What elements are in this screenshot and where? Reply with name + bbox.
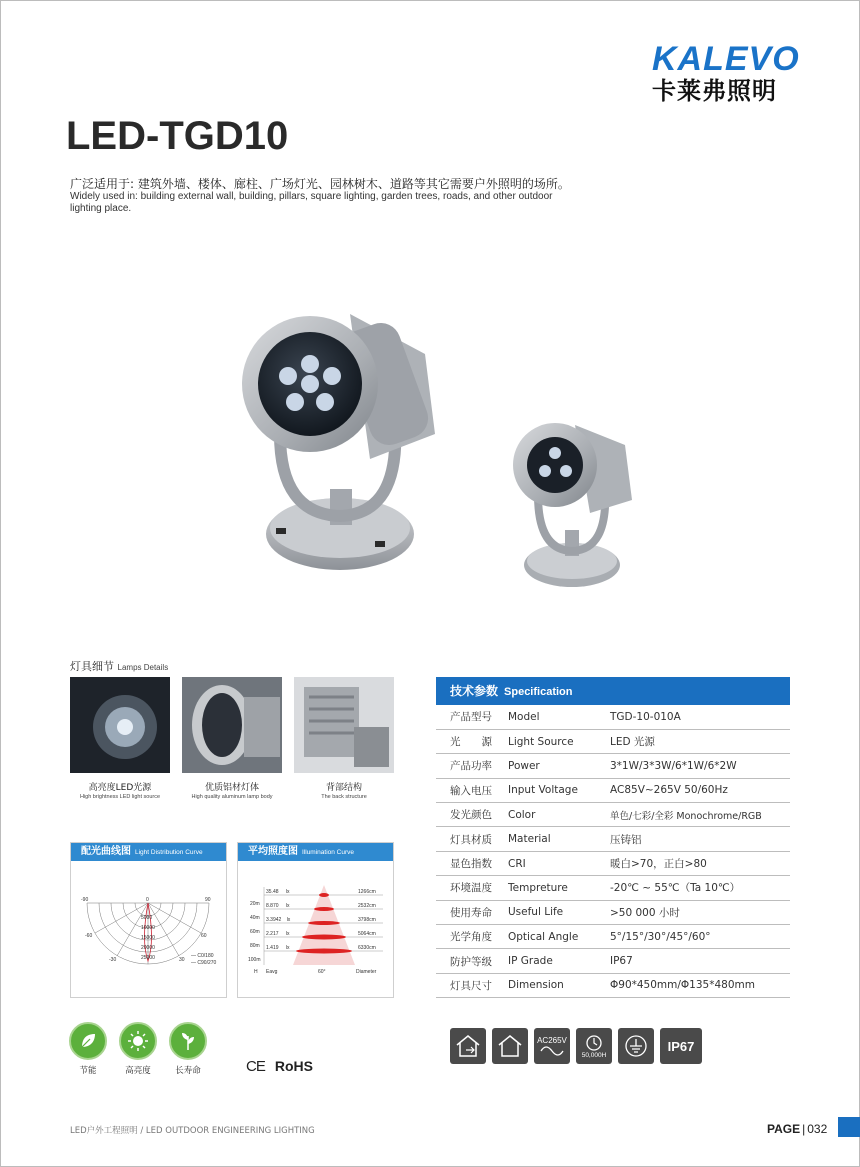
page-num: 032 [807, 1122, 828, 1136]
lifespan-icon [576, 1028, 612, 1064]
page-separator: | [802, 1122, 806, 1136]
detail-image-back [294, 677, 394, 773]
spec-label-en: IP Grade [508, 949, 610, 973]
spec-label-cn: 显色指数 [436, 851, 508, 875]
angle-label-m60: -60 [85, 933, 93, 939]
illum-dia-4: 6330cm [358, 945, 376, 951]
brand-name-cn: 卡莱弗照明 [652, 77, 777, 105]
sun-icon [119, 1022, 157, 1060]
product-title: LED-TGD10 [66, 114, 289, 158]
illum-h-2: 60m [250, 929, 260, 935]
product-image-small [510, 405, 640, 590]
distribution-curve-title-cn: 配光曲线图 [81, 846, 131, 857]
angle-label-0: 0 [146, 897, 149, 903]
illum-footer-h: H [254, 969, 258, 975]
spec-row [436, 876, 790, 900]
ground-icon [618, 1028, 654, 1064]
illum-h-4: 100m [248, 957, 261, 963]
illum-dia-0: 1266cm [358, 889, 376, 895]
ip67-icon-label: IP67 [667, 1038, 695, 1054]
lamps-details-title-en: Lamps Details [117, 663, 169, 672]
illum-dia-1: 2532cm [358, 903, 376, 909]
spec-title-cn: 技术参数 [450, 684, 499, 698]
spec-label-en: Dimension [508, 973, 610, 997]
spec-label-cn: 输入电压 [436, 778, 508, 802]
spec-row [436, 705, 790, 729]
spec-title-en: Specification [504, 686, 573, 698]
illumination-curve-panel [237, 842, 394, 998]
spec-table [436, 705, 790, 998]
brand-logo [652, 40, 800, 106]
detail-caption-body-cn: 优质铝材灯体 [204, 783, 259, 793]
footer-caption: LED户外工程照明 / LED OUTDOOR ENGINEERING LIGHTING [70, 1126, 315, 1136]
spec-value: 压铸铝 [610, 827, 790, 851]
spec-label-cn: 光 源 [436, 729, 508, 753]
spec-row [436, 973, 790, 997]
distribution-curve-panel [70, 842, 227, 998]
distribution-curve-title-en: Light Distribution Curve [135, 849, 203, 856]
spec-row [436, 827, 790, 851]
spec-icon-row [450, 1028, 702, 1064]
legend-c0: — C0/180 [191, 953, 214, 959]
illum-lux-2: 3.3942 lx [266, 917, 291, 923]
spec-value: 5°/15°/30°/45°/60° [610, 925, 790, 949]
illum-dia-3: 5064cm [358, 931, 376, 937]
spec-label-en: Light Source [508, 729, 610, 753]
spec-value: 暖白>70，正白>80 [610, 851, 790, 875]
spec-label-cn: 光学角度 [436, 925, 508, 949]
detail-caption-back-cn: 背部结构 [325, 783, 362, 793]
feature-long-life-label: 长寿命 [175, 1066, 201, 1076]
spec-label-cn: 环境温度 [436, 876, 508, 900]
house-icon [492, 1028, 528, 1064]
detail-caption-led-en: High brightness LED light source [79, 794, 161, 800]
page-number [767, 1122, 827, 1136]
feature-energy-saving [68, 1022, 108, 1076]
spec-row [436, 754, 790, 778]
spec-label-cn: 灯具尺寸 [436, 973, 508, 997]
certifications [246, 1058, 313, 1075]
illum-lux-4: 1.419 lx [266, 945, 290, 951]
spec-value: LED 光源 [610, 729, 790, 753]
illumination-curve-title-cn: 平均照度图 [248, 846, 298, 857]
lifespan-icon-label: 50,000H [581, 1051, 607, 1059]
illum-lux-3: 2.217 lx [266, 931, 290, 937]
illum-dia-2: 3798cm [358, 917, 376, 923]
spec-label-en: CRI [508, 851, 610, 875]
leaf-icon [69, 1022, 107, 1060]
illum-h-0: 20m [250, 901, 260, 907]
product-image-large [240, 284, 450, 574]
ring-label-20000: 20000 [141, 945, 155, 951]
spec-label-cn: 产品功率 [436, 754, 508, 778]
feature-high-brightness-label: 高亮度 [125, 1066, 151, 1076]
spec-label-en: Useful Life [508, 900, 610, 924]
spec-value: AC85V~265V 50/60Hz [610, 778, 790, 802]
voltage-icon-label: AC265V [537, 1035, 567, 1045]
brand-name-en: KALEVO [652, 40, 800, 78]
indoor-outdoor-icon [450, 1028, 486, 1064]
spec-value: Φ90*450mm/Φ135*480mm [610, 973, 790, 997]
detail-caption-back [274, 780, 414, 800]
illum-footer-angle: 60° [318, 969, 326, 975]
legend-c90: — C90/270 [191, 960, 217, 966]
detail-image-led [70, 677, 170, 773]
feature-energy-saving-label: 节能 [79, 1066, 97, 1076]
illumination-curve-title-en: Illumination Curve [302, 849, 355, 856]
feature-long-life [168, 1022, 208, 1076]
spec-value: >50 000 小时 [610, 900, 790, 924]
ring-label-25000: 25000 [141, 955, 155, 961]
feature-high-brightness [118, 1022, 158, 1076]
spec-value: -20℃ ~ 55℃（Ta 10℃） [610, 876, 790, 900]
spec-value: IP67 [610, 949, 790, 973]
footer-tab [838, 1117, 860, 1137]
illum-footer-eavg: Eavg [266, 969, 278, 975]
illum-lux-1: 8.870 lx [266, 903, 290, 909]
spec-row [436, 925, 790, 949]
plant-icon [169, 1022, 207, 1060]
page-label: PAGE [767, 1122, 801, 1136]
spec-row [436, 803, 790, 827]
rohs-mark: RoHS [274, 1058, 313, 1074]
ip67-icon [660, 1028, 702, 1064]
spec-label-cn: 发光颜色 [436, 803, 508, 827]
illum-footer-dia: Diameter [356, 969, 377, 975]
usage-text-cn: 广泛适用于: 建筑外墙、楼体、廊柱、广场灯光、园林树木、道路等其它需要户外照明的场所。 [70, 177, 570, 191]
illum-h-3: 80m [250, 943, 260, 949]
ring-label-5000: 5000 [141, 915, 153, 921]
angle-label-30: 30 [179, 957, 185, 963]
spec-label-en: Input Voltage [508, 778, 610, 802]
distribution-curve-chart [71, 861, 226, 997]
spec-label-cn: 灯具材质 [436, 827, 508, 851]
spec-value: 3*1W/3*3W/6*1W/6*2W [610, 754, 790, 778]
ce-mark: CE [246, 1058, 265, 1075]
spec-label-cn: 防护等级 [436, 949, 508, 973]
spec-label-en: Model [508, 705, 610, 729]
spec-row [436, 949, 790, 973]
angle-label-60: 60 [201, 933, 207, 939]
spec-label-en: Material [508, 827, 610, 851]
angle-label-m30: -30 [109, 957, 117, 963]
ring-label-15000: 15000 [141, 935, 155, 941]
spec-label-cn: 产品型号 [436, 705, 508, 729]
spec-row [436, 900, 790, 924]
distribution-curve-header [71, 843, 226, 861]
detail-caption-body-en: High quality aluminum lamp body [191, 794, 273, 800]
detail-caption-back-en: The back structure [321, 794, 367, 800]
spec-label-en: Color [508, 803, 610, 827]
illum-lux-0: 35.48 lx [266, 889, 290, 895]
illumination-curve-chart [238, 861, 393, 997]
detail-caption-led-cn: 高亮度LED光源 [88, 783, 152, 793]
spec-value: TGD-10-010A [610, 705, 790, 729]
lamps-details-heading [70, 658, 168, 674]
spec-row [436, 778, 790, 802]
spec-label-en: Power [508, 754, 610, 778]
spec-label-cn: 使用寿命 [436, 900, 508, 924]
spec-row [436, 729, 790, 753]
lamps-details-title-cn: 灯具细节 [70, 660, 114, 673]
spec-label-en: Optical Angle [508, 925, 610, 949]
voltage-icon [534, 1028, 570, 1064]
illum-h-1: 40m [250, 915, 260, 921]
detail-image-body [182, 677, 282, 773]
spec-row [436, 851, 790, 875]
spec-header [436, 677, 790, 705]
ring-label-10000: 10000 [141, 925, 155, 931]
angle-label-m90: -90 [81, 897, 89, 903]
angle-label-90: 90 [205, 897, 211, 903]
usage-text-en: Widely used in: building external wall, building, pillars, square lighting, garden trees, roads, and other outdoor lighting place. [70, 191, 553, 214]
illumination-curve-header [238, 843, 393, 861]
spec-label-en: Tempreture [508, 876, 610, 900]
spec-value: 单色/七彩/全彩 Monochrome/RGB [610, 803, 790, 827]
